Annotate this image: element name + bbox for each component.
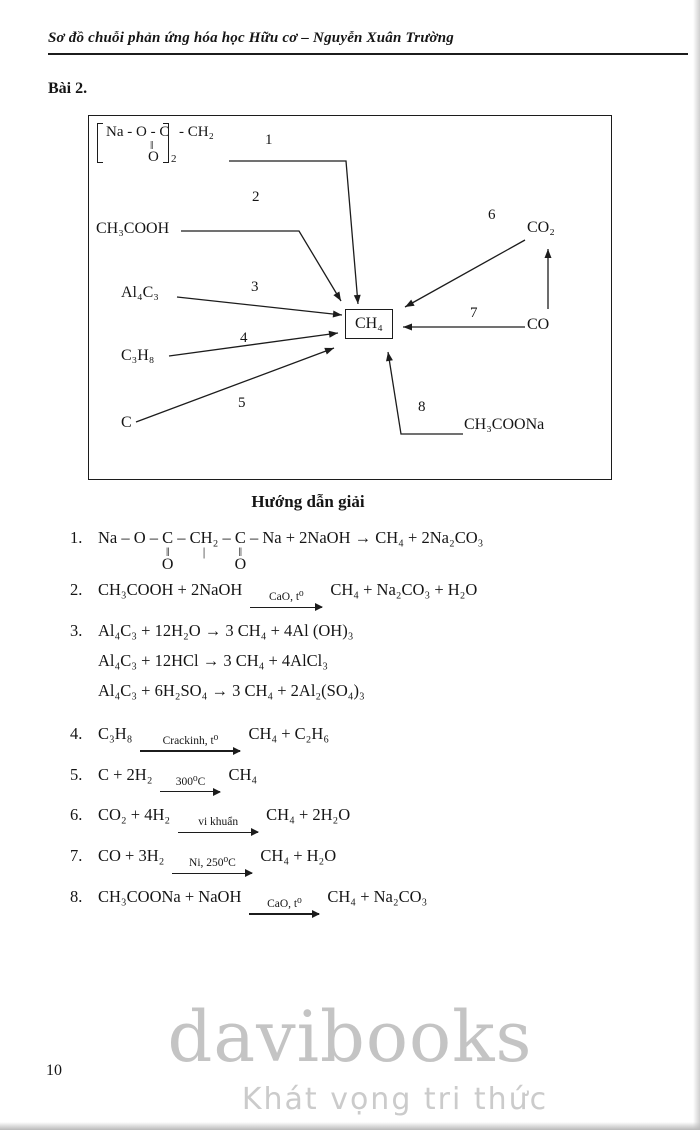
- arrow-line: [178, 832, 258, 833]
- arrow-3-head: [333, 311, 342, 318]
- reaction-arrow: [249, 899, 319, 915]
- solution-step-1: [48, 528, 678, 573]
- scan-edge-right: [693, 0, 700, 1130]
- formula-rhs: CH₄ + 2H₂O: [266, 805, 351, 825]
- exercise-heading: Bài 2.: [48, 80, 88, 97]
- arrow-co-to-co2-head: [545, 249, 552, 258]
- reaction-condition: Ni, 250⁰C: [189, 857, 236, 870]
- formula-lhs: CH₃COOH + 2NaOH: [98, 580, 243, 599]
- node-sodium-acetate: CH₃COONa: [464, 416, 545, 433]
- step-number: 3.: [70, 620, 83, 640]
- step-number: 7.: [70, 846, 83, 866]
- node-sodium-malonate: [97, 123, 287, 183]
- solution-step-7: [48, 846, 678, 874]
- carbonyl-oxygen: O: [148, 149, 159, 165]
- arrow-8-head: [386, 352, 393, 361]
- arrow-label-3: 3: [251, 279, 259, 295]
- formula-part: –: [173, 528, 190, 547]
- atom: C: [162, 528, 174, 547]
- arrow-label-7: 7: [470, 305, 478, 321]
- formula-lhs: C₃H₈: [98, 723, 133, 743]
- bracket-subscript: 2: [171, 153, 177, 165]
- equation: [98, 805, 350, 833]
- node-carbon: C: [121, 414, 132, 431]
- arrow-6-head: [405, 300, 415, 307]
- formula-rhs: CH₄ + Na₂CO₃ + H₂O: [330, 580, 478, 599]
- atom: CH₂: [189, 528, 219, 547]
- reaction-arrow: [178, 817, 258, 833]
- arrow-6: [405, 240, 525, 307]
- arrow-8: [388, 352, 463, 434]
- formula-rhs: CH₄ + 2Na₂CO₃: [371, 528, 484, 547]
- formula-lhs: CO + 3H₂: [98, 846, 165, 866]
- reaction-condition: CaO, t⁰: [267, 897, 302, 910]
- node-co: CO: [527, 316, 550, 333]
- arrow-5-head: [324, 348, 334, 355]
- arrow-line: [160, 791, 220, 792]
- equation-group: [98, 621, 365, 711]
- formula-rhs: CH₄: [228, 764, 258, 784]
- double-bond-mark: ‖: [165, 544, 170, 559]
- node-methane: CH₄: [345, 309, 393, 339]
- solution-step-4: [48, 724, 678, 752]
- step-number: 4.: [70, 723, 83, 743]
- carbonyl-oxygen: O: [234, 556, 247, 573]
- formula-lhs: CO₂ + 4H₂: [98, 805, 171, 825]
- node-aluminum-carbide: Al₄C₃: [121, 284, 159, 301]
- right-bracket: [163, 123, 169, 163]
- header-rule: [48, 53, 688, 55]
- formula-part: –: [218, 528, 235, 547]
- reaction-arrow: [172, 858, 252, 874]
- formula-lhs: C + 2H₂: [98, 764, 153, 784]
- left-bracket: [97, 123, 103, 163]
- arrow-label-1: 1: [265, 132, 273, 148]
- arrow-label-4: 4: [240, 330, 248, 346]
- solution-title: Hướng dẫn giải: [251, 492, 365, 511]
- node-acetic-acid: CH₃COOH: [96, 220, 170, 237]
- step-number: 6.: [70, 805, 83, 825]
- equation: [98, 528, 484, 573]
- arrow-4: [169, 333, 338, 356]
- running-header-title: Sơ đồ chuỗi phản ứng hóa học Hữu cơ – Nguyễn Xuân Trường: [48, 30, 455, 46]
- reaction-arrow: [160, 777, 220, 793]
- arrow-2-head: [333, 292, 341, 302]
- reaction-diagram: [88, 115, 612, 480]
- malonate-tail: - CH₂: [179, 124, 214, 140]
- equation: Al₄C₃ + 6H₂SO₄ → 3 CH₄ + 2Al₂(SO₄)₃: [98, 680, 365, 700]
- step-number: 8.: [70, 886, 83, 906]
- equation: Al₄C₃ + 12H₂O → 3 CH₄ + 4Al (OH)₃: [98, 620, 354, 640]
- reaction-condition: vi khuẩn: [198, 816, 239, 829]
- carbonyl-oxygen: O: [161, 556, 174, 573]
- double-bond-mark: ‖: [150, 138, 154, 152]
- formula-rhs: CH₄ + C₂H₆: [248, 723, 330, 743]
- arrow-7-head: [403, 324, 412, 331]
- equation: Al₄C₃ + 12HCl → 3 CH₄ + 4AlCl₃: [98, 650, 329, 670]
- step-number: 5.: [70, 764, 83, 784]
- solution-step-8: [48, 887, 678, 915]
- arrow-line: [172, 873, 252, 874]
- step-number: 1.: [70, 528, 83, 547]
- page-number: 10: [46, 1062, 62, 1079]
- malonate-formula: Na - O - C: [106, 124, 170, 140]
- solution-step-6: [48, 805, 678, 833]
- watermark: [0, 996, 700, 1117]
- reaction-condition: CaO, t⁰: [268, 591, 304, 603]
- reaction-arrow: [140, 736, 240, 752]
- arrow-line: [140, 750, 240, 751]
- equation: [98, 887, 427, 915]
- carbonyl-carbon: [161, 528, 174, 573]
- solution-step-2: [48, 580, 678, 608]
- arrow-3: [177, 297, 342, 315]
- arrow-label-8: 8: [418, 399, 426, 415]
- double-bond-mark: ‖: [238, 544, 243, 559]
- arrow-line: [250, 607, 322, 608]
- solution-step-5: [48, 765, 678, 793]
- node-co2: CO₂: [527, 219, 555, 236]
- formula-lhs: CH₃COONa + NaOH: [98, 886, 242, 906]
- carbonyl-carbon: [234, 528, 247, 573]
- atom: C: [234, 528, 246, 547]
- node-propane: C₃H₈: [121, 347, 155, 364]
- solution-step-3: [48, 621, 678, 711]
- equation: [98, 765, 257, 793]
- methylene-group: [189, 528, 219, 559]
- watermark-brand: davibooks: [167, 996, 533, 1078]
- reaction-condition: Crackinh, t⁰: [162, 734, 219, 747]
- equation: [98, 846, 336, 874]
- arrow-5: [136, 348, 334, 422]
- watermark-slogan: Khát vọng tri thức: [241, 1082, 549, 1117]
- formula-part: – Na + 2NaOH: [245, 528, 355, 547]
- single-bond-mark: |: [202, 544, 206, 559]
- formula-rhs: CH₄ + Na₂CO₃: [327, 886, 428, 906]
- reaction-condition: 300⁰C: [175, 775, 206, 788]
- equation: [98, 580, 477, 608]
- arrow-2: [181, 231, 341, 301]
- arrow-4-head: [329, 331, 338, 338]
- equation: [98, 724, 329, 752]
- solution-section: [48, 492, 678, 915]
- formula-part: Na – O –: [98, 528, 163, 547]
- step-number: 2.: [70, 580, 83, 599]
- formula-rhs: CH₄ + H₂O: [260, 846, 337, 866]
- arrow-label-6: 6: [488, 207, 496, 223]
- reaction-arrow: [250, 592, 322, 608]
- arrow-label-2: 2: [252, 189, 260, 205]
- reaction-arrow: →: [354, 528, 372, 547]
- arrow-line: [249, 913, 319, 914]
- scan-edge-bottom: [0, 1122, 700, 1130]
- arrow-label-5: 5: [238, 395, 246, 411]
